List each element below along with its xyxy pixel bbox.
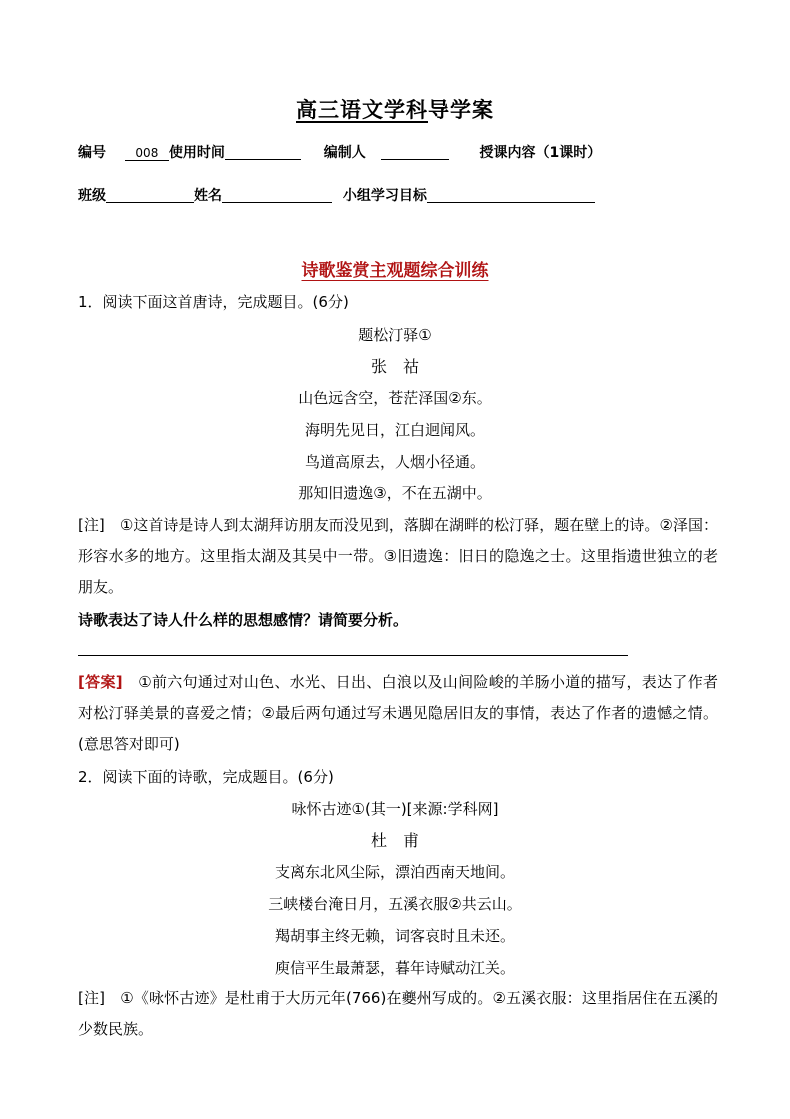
class-label: 班级 — [78, 188, 106, 204]
use-time-label: 使用时间 — [168, 145, 225, 161]
q1-author: 张 祜 — [370, 357, 419, 376]
name-blank[interactable] — [222, 188, 332, 203]
use-time-blank[interactable] — [225, 145, 301, 160]
group-goal-label: 小组学习目标 — [342, 188, 427, 204]
editor-blank[interactable] — [381, 145, 449, 160]
editor-label: 编制人 — [323, 145, 366, 161]
q2-poem-line: 支离东北风尘际，漂泊西南天地间。 — [274, 863, 515, 881]
q1-poem-title: 题松汀驿① — [358, 326, 432, 344]
content-label: 授课内容（1课时） — [479, 145, 602, 161]
number-value: 008 — [125, 146, 169, 161]
q1-question: 诗歌表达了诗人什么样的思想感情？请简要分析。 — [78, 611, 409, 629]
q2-poem-line: 羯胡事主终无赖，词客哀时且未还。 — [274, 927, 515, 945]
q2-poem-line: 庾信平生最萧瑟，暮年诗赋动江关。 — [274, 959, 515, 977]
q2-note: [注] ①《咏怀古迹》是杜甫于大历元年(766)在夔州写成的。②五溪衣服：这里指居住在五溪的少数民族。 — [78, 989, 718, 1038]
q2-prompt: 2．阅读下面的诗歌，完成题目。(6分) — [78, 768, 334, 786]
q1-poem-line: 那知旧遗逸③，不在五湖中。 — [298, 484, 492, 502]
class-blank[interactable] — [106, 188, 194, 203]
doc-title — [0, 94, 790, 124]
doc-title-rest: 导学案 — [428, 97, 494, 122]
number-label: 编号 — [78, 145, 106, 161]
doc-title-underlined: 高三语文学科 — [296, 97, 428, 122]
q2-poem-title: 咏怀古迹①(其一)[来源:学科网] — [291, 800, 499, 818]
group-goal-blank[interactable] — [427, 188, 595, 203]
q2-poem-line: 三峡楼台淹日月，五溪衣服②共云山。 — [268, 895, 522, 913]
section-title: 诗歌鉴赏主观题综合训练 — [301, 261, 489, 281]
q1-answer — [78, 667, 718, 760]
header-row-2 — [78, 185, 595, 205]
header-row-1 — [78, 142, 601, 162]
q1-poem-line: 鸟道高原去，人烟小径通。 — [304, 453, 485, 471]
q1-prompt: 1．阅读下面这首唐诗，完成题目。(6分) — [78, 293, 349, 311]
q2-author: 杜 甫 — [370, 831, 419, 850]
q1-note: [注] ①这首诗是诗人到太湖拜访朋友而没见到，落脚在湖畔的松汀驿，题在壁上的诗。②泽国：形容水多的地方。这里指太湖及其吴中一带。③旧遗逸：旧日的隐逸之士。这里指遗世独立的老朋友。 — [78, 516, 718, 596]
answer-label: [答案] — [78, 673, 123, 691]
answer-line[interactable] — [78, 655, 628, 656]
answer-text: ①前六句通过对山色、水光、日出、白浪以及山间险峻的羊肠小道的描写，表达了作者对松汀驿美景的喜爱之情；②最后两句通过写未遇见隐居旧友的事情，表达了作者的遗憾之情。(意思答对即可) — [78, 673, 719, 753]
q1-poem-line: 海明先见日，江白迥闻风。 — [304, 421, 485, 439]
q1-poem-line: 山色远含空，苍茫泽国②东。 — [298, 389, 492, 407]
name-label: 姓名 — [194, 188, 222, 204]
